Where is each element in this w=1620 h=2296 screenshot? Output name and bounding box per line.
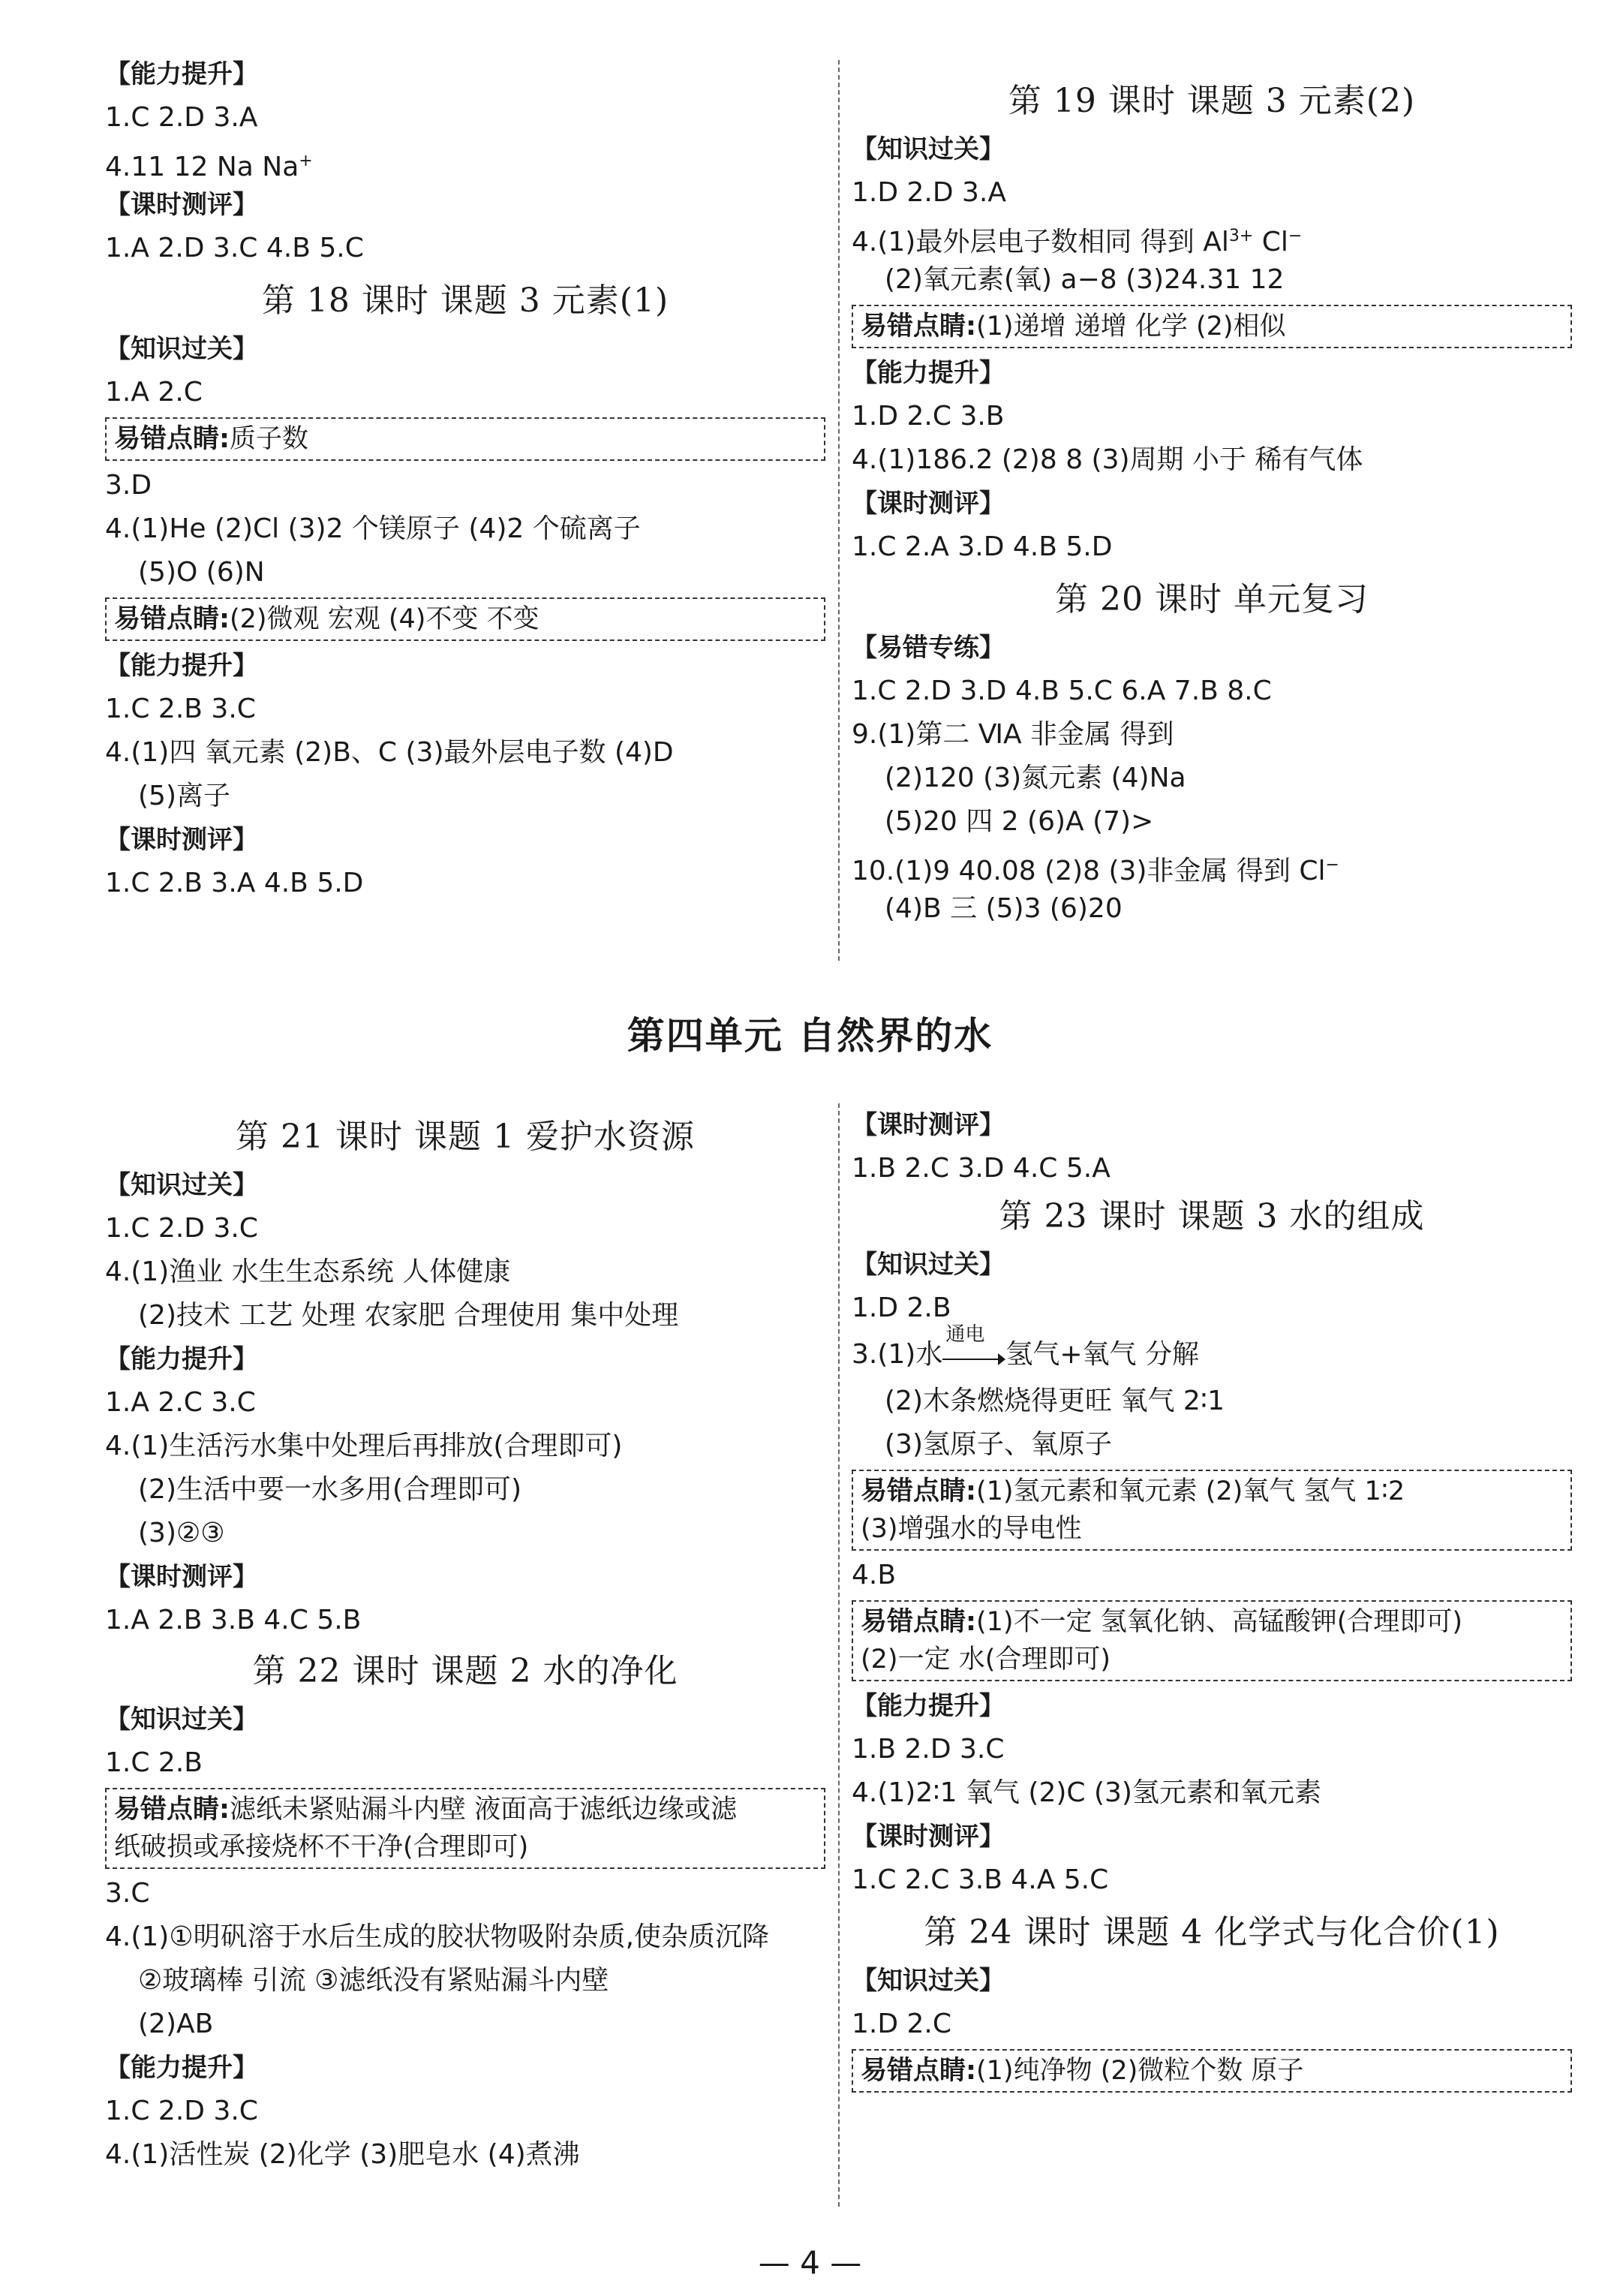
- answer-line: 1.C 2.B: [105, 1747, 203, 1778]
- lesson-title: 第 22 课时 课题 2 水的净化: [252, 1652, 678, 1690]
- answer-line: 3.C: [105, 1878, 150, 1909]
- bottom-right-column: [852, 1103, 1572, 2096]
- answer-line: 1.D 2.B: [852, 1292, 951, 1323]
- answer-line: 1.D 2.D 3.A: [852, 177, 1006, 208]
- section-heading: 【知识过关】: [852, 1966, 1005, 1996]
- section-heading: 【能力提升】: [105, 59, 258, 89]
- answer-line: 1.B 2.D 3.C: [852, 1734, 1005, 1765]
- answer-line: ②玻璃棒 引流 ③滤纸没有紧贴漏斗内壁: [138, 1965, 609, 1996]
- answer-line: 4.(1)活性炭 (2)化学 (3)肥皂水 (4)煮沸: [105, 2139, 580, 2170]
- section-heading: 【能力提升】: [105, 651, 258, 681]
- error-tip-box: 易错点睛:(1)纯净物 (2)微粒个数 原子: [852, 2049, 1572, 2093]
- answer-line: 1.A 2.D 3.C 4.B 5.C: [105, 233, 364, 263]
- lesson-title: 第 18 课时 课题 3 元素(1): [261, 281, 669, 320]
- answer-line: 1.A 2.C: [105, 377, 203, 408]
- answer-line: 1.C 2.B 3.C: [105, 694, 256, 724]
- error-tip-box: 易错点睛:(1)氢元素和氧元素 (2)氧气 氢气 1∶2 (3)增强水的导电性: [852, 1470, 1572, 1551]
- answer-line: 1.D 2.C: [852, 2009, 951, 2039]
- column-divider: [838, 1103, 840, 2207]
- answer-line: 3.D: [105, 470, 152, 501]
- answer-line: (5)20 四 2 (6)A (7)>: [885, 806, 1154, 837]
- lesson-title: 第 19 课时 课题 3 元素(2): [1008, 82, 1416, 120]
- section-heading: 【能力提升】: [852, 1691, 1005, 1721]
- column-divider: [838, 60, 840, 961]
- section-heading: 【能力提升】: [852, 358, 1005, 388]
- page-number: — 4 —: [758, 2244, 862, 2281]
- answer-line: 1.C 2.A 3.D 4.B 5.D: [852, 531, 1113, 562]
- answer-line: 4.(1)渔业 水生生态系统 人体健康: [105, 1256, 511, 1287]
- answer-line: 4.(1)最外层电子数相同 得到 $Al^{3+}$ Cl−: [852, 227, 1303, 257]
- answer-line: 9.(1)第二 ⅥA 非金属 得到: [852, 719, 1174, 750]
- answer-line: (2)技术 工艺 处理 农家肥 合理使用 集中处理: [138, 1300, 679, 1331]
- answer-line: 4.(1)He (2)Cl (3)2 个镁原子 (4)2 个硫离子: [105, 513, 641, 544]
- error-tip-box: 易错点睛:滤纸未紧贴漏斗内壁 液面高于滤纸边缘或滤 纸破损或承接烧杯不干净(合理即可): [105, 1788, 825, 1869]
- answer-line: 1.C 2.B 3.A 4.B 5.D: [105, 868, 364, 898]
- section-heading: 【课时测评】: [852, 489, 1005, 519]
- section-heading: 【能力提升】: [105, 1344, 258, 1374]
- answer-line: 4.(1)生活污水集中处理后再排放(合理即可): [105, 1431, 623, 1461]
- answer-line: 4.(1)四 氧元素 (2)B、C (3)最外层电子数 (4)D: [105, 737, 674, 768]
- answer-line: (2)木条燃烧得更旺 氧气 2∶1: [885, 1386, 1225, 1416]
- answer-line: 1.A 2.B 3.B 4.C 5.B: [105, 1605, 362, 1635]
- answer-line: 1.D 2.C 3.B: [852, 401, 1005, 432]
- answer-line: 1.B 2.C 3.D 4.C 5.A: [852, 1153, 1111, 1184]
- section-heading: 【课时测评】: [105, 190, 258, 220]
- answer-line: (2)氧元素(氧) a−8 (3)24.31 12: [885, 264, 1285, 295]
- section-heading: 【能力提升】: [105, 2053, 258, 2083]
- answer-line: 4.11 12 Na Na+: [105, 152, 313, 182]
- lesson-title: 第 24 课时 课题 4 化学式与化合价(1): [924, 1913, 1500, 1951]
- section-heading: 【知识过关】: [105, 334, 258, 364]
- section-heading: 【知识过关】: [852, 1250, 1005, 1280]
- lesson-title: 第 23 课时 课题 3 水的组成: [999, 1197, 1425, 1235]
- answer-line: (3)②③: [138, 1518, 225, 1548]
- answer-line: 1.C 2.D 3.C: [105, 2096, 258, 2126]
- answer-line: (2)生活中要一水多用(合理即可): [138, 1474, 522, 1505]
- section-heading: 【知识过关】: [105, 1170, 258, 1200]
- answer-line: 4.(1)①明矾溶于水后生成的胶状物吸附杂质,使杂质沉降: [105, 1921, 770, 1952]
- section-heading: 【课时测评】: [105, 825, 258, 855]
- bottom-left-column: [105, 1111, 825, 2177]
- section-heading: 【易错专练】: [852, 633, 1005, 663]
- section-heading: 【知识过关】: [105, 1705, 258, 1735]
- section-heading: 【知识过关】: [852, 134, 1005, 164]
- section-heading: 【课时测评】: [105, 1562, 258, 1592]
- answer-line: 1.C 2.C 3.B 4.A 5.C: [852, 1864, 1109, 1895]
- answer-line: 4.(1)186.2 (2)8 8 (3)周期 小于 稀有气体: [852, 444, 1363, 475]
- answer-line: (2)AB: [138, 2009, 214, 2039]
- equation-line: 3.(1)水 通电 氢气+氧气 分解: [852, 1323, 1199, 1370]
- error-tip-box: 易错点睛:(2)微观 宏观 (4)不变 不变: [105, 597, 825, 641]
- answer-line: 1.C 2.D 3.A: [105, 102, 258, 133]
- answer-line: (3)氢原子、氧原子: [885, 1429, 1112, 1460]
- answer-line: (5)O (6)N: [138, 557, 265, 588]
- answer-line: (5)离子: [138, 781, 230, 811]
- section-heading: 【课时测评】: [852, 1822, 1005, 1852]
- unit-title: 第四单元 自然界的水: [627, 1014, 993, 1058]
- answer-line: (4)B 三 (5)3 (6)20: [885, 893, 1123, 924]
- error-tip-box: 易错点睛:(1)不一定 氢氧化钠、高锰酸钾(合理即可) (2)一定 水(合理即可): [852, 1600, 1572, 1681]
- lesson-title: 第 21 课时 课题 1 爱护水资源: [236, 1118, 695, 1156]
- answer-line: 1.C 2.D 3.C: [105, 1213, 258, 1244]
- lesson-title: 第 20 课时 单元复习: [1055, 580, 1369, 618]
- reaction-arrow: 通电: [942, 1341, 1005, 1371]
- answer-line: (2)120 (3)氮元素 (4)Na: [885, 763, 1186, 793]
- section-heading: 【课时测评】: [852, 1110, 1005, 1140]
- answer-line: 10.(1)9 40.08 (2)8 (3)非金属 得到 Cl−: [852, 856, 1339, 886]
- answer-line: 1.C 2.D 3.D 4.B 5.C 6.A 7.B 8.C: [852, 676, 1272, 706]
- error-tip-box: 易错点睛:(1)递增 递增 化学 (2)相似: [852, 305, 1572, 348]
- top-right-column: [852, 75, 1572, 931]
- answer-line: 1.A 2.C 3.C: [105, 1387, 256, 1418]
- answer-line: 4.B: [852, 1560, 897, 1590]
- answer-line: 4.(1)2∶1 氧气 (2)C (3)氢元素和氧元素: [852, 1777, 1321, 1808]
- top-left-column: [105, 53, 825, 905]
- error-tip-box: 易错点睛:质子数: [105, 417, 825, 461]
